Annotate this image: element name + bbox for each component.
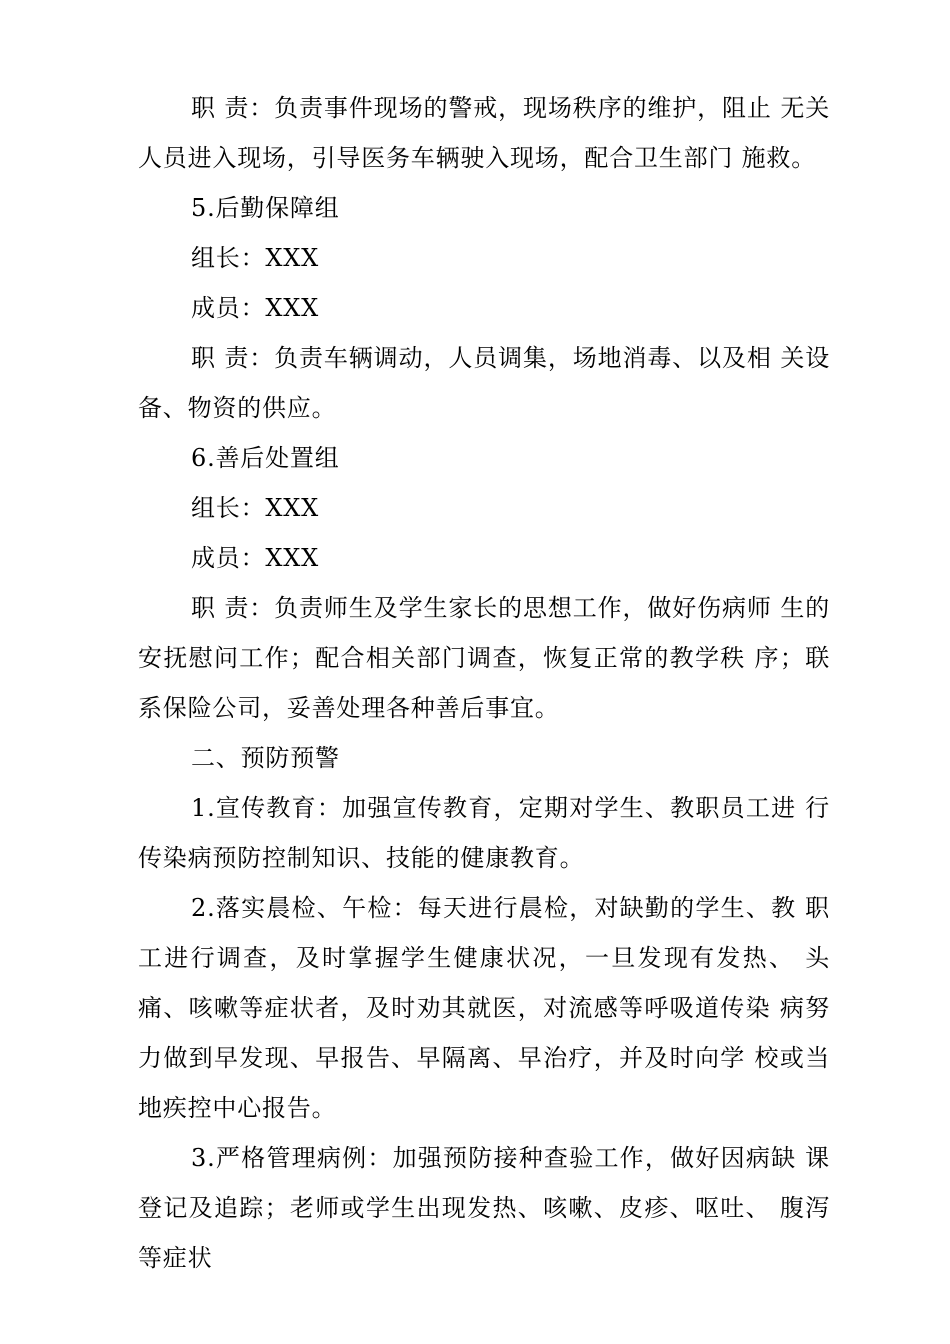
paragraph-duties-aftermath: 职 责：负责师生及学生家长的思想工作，做好伤病师 生的安抚慰问工作；配合相关部门调查，恢复正常的教学秩 序；联系保险公司，妥善处理各种善后事宜。 [138,594,830,722]
paragraph-morning-checks: 2.落实晨检、午检：每天进行晨检，对缺勤的学生、教 职工进行调查，及时掌握学生健康状况，一旦发现有发热、 头痛、咳嗽等症状者，及时劝其就医，对流感等呼吸道传染 病努力做到早发现、早报告、早隔离、早治疗，并及时向学 校或当地疾控中心报告。 [138,894,830,1122]
paragraph-duties-security: 职 责：负责事件现场的警戒，现场秩序的维护，阻止 无关人员进入现场，引导医务车辆驶入现场，配合卫生部门 施救。 [138,94,830,172]
aftermath-group-members: 成员：XXX [191,544,320,572]
paragraph-publicity-education: 1.宣传教育：加强宣传教育，定期对学生、教职员工进 行传染病预防控制知识、技能的健康教育。 [138,794,830,872]
heading-logistics-group: 5.后勤保障组 [191,194,340,222]
heading-aftermath-group: 6.善后处置组 [191,444,340,472]
aftermath-group-leader: 组长：XXX [191,494,320,522]
section-heading-prevention: 二、预防预警 [191,744,340,772]
logistics-group-members: 成员：XXX [191,294,320,322]
paragraph-case-management: 3.严格管理病例：加强预防接种查验工作，做好因病缺 课登记及追踪；老师或学生出现发热、咳嗽、皮疹、呕吐、 腹泻等症状 [138,1144,830,1272]
paragraph-duties-logistics: 职 责：负责车辆调动，人员调集，场地消毒、以及相 关设备、物资的供应。 [138,344,830,422]
logistics-group-leader: 组长：XXX [191,244,320,272]
